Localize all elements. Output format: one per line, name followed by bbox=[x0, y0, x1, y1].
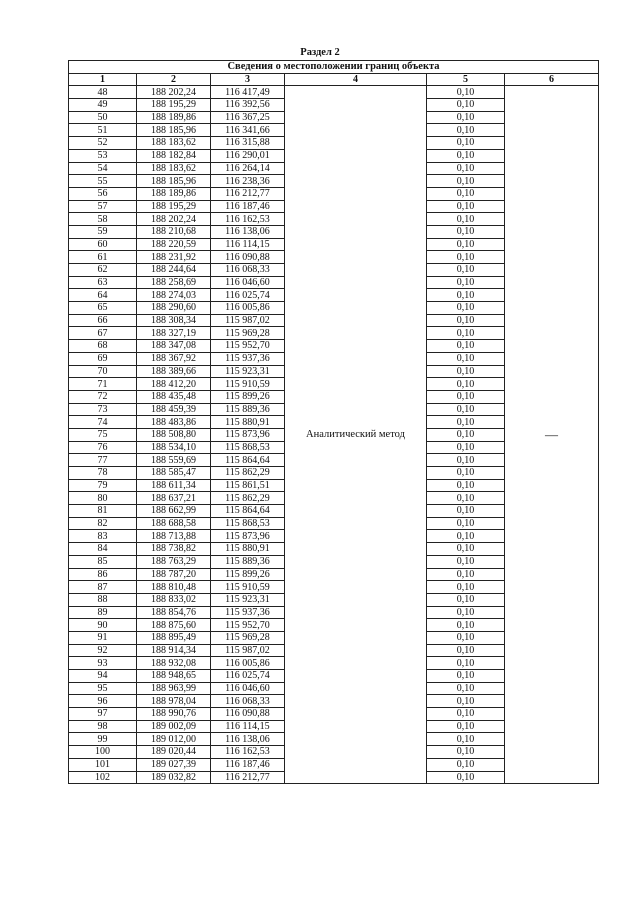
x-coordinate-cell: 188 195,29 bbox=[137, 99, 211, 112]
x-coordinate-cell: 188 534,10 bbox=[137, 441, 211, 454]
point-number-cell: 48 bbox=[69, 86, 137, 99]
y-coordinate-cell: 116 212,77 bbox=[211, 771, 285, 784]
x-coordinate-cell: 188 389,66 bbox=[137, 365, 211, 378]
y-coordinate-cell: 116 005,86 bbox=[211, 302, 285, 315]
point-number-cell: 102 bbox=[69, 771, 137, 784]
point-number-cell: 73 bbox=[69, 403, 137, 416]
y-coordinate-cell: 115 923,31 bbox=[211, 593, 285, 606]
y-coordinate-cell: 116 090,88 bbox=[211, 708, 285, 721]
y-coordinate-cell: 115 880,91 bbox=[211, 543, 285, 556]
point-number-cell: 71 bbox=[69, 378, 137, 391]
y-coordinate-cell: 116 367,25 bbox=[211, 111, 285, 124]
y-coordinate-cell: 116 315,88 bbox=[211, 137, 285, 150]
point-number-cell: 64 bbox=[69, 289, 137, 302]
accuracy-cell: 0,10 bbox=[427, 213, 505, 226]
x-coordinate-cell: 188 738,82 bbox=[137, 543, 211, 556]
point-number-cell: 98 bbox=[69, 720, 137, 733]
point-number-cell: 101 bbox=[69, 758, 137, 771]
x-coordinate-cell: 189 027,39 bbox=[137, 758, 211, 771]
x-coordinate-cell: 188 914,34 bbox=[137, 644, 211, 657]
point-number-cell: 69 bbox=[69, 352, 137, 365]
point-number-cell: 96 bbox=[69, 695, 137, 708]
accuracy-cell: 0,10 bbox=[427, 619, 505, 632]
y-coordinate-cell: 115 969,28 bbox=[211, 327, 285, 340]
x-coordinate-cell: 188 220,59 bbox=[137, 238, 211, 251]
y-coordinate-cell: 116 264,14 bbox=[211, 162, 285, 175]
x-coordinate-cell: 188 585,47 bbox=[137, 467, 211, 480]
accuracy-cell: 0,10 bbox=[427, 530, 505, 543]
y-coordinate-cell: 116 068,33 bbox=[211, 264, 285, 277]
x-coordinate-cell: 188 189,86 bbox=[137, 111, 211, 124]
x-coordinate-cell: 189 020,44 bbox=[137, 746, 211, 759]
x-coordinate-cell: 188 327,19 bbox=[137, 327, 211, 340]
point-number-cell: 77 bbox=[69, 454, 137, 467]
y-coordinate-cell: 116 238,36 bbox=[211, 175, 285, 188]
accuracy-cell: 0,10 bbox=[427, 314, 505, 327]
y-coordinate-cell: 115 880,91 bbox=[211, 416, 285, 429]
accuracy-cell: 0,10 bbox=[427, 264, 505, 277]
column-header-row bbox=[69, 73, 599, 86]
x-coordinate-cell: 188 662,99 bbox=[137, 505, 211, 518]
accuracy-cell: 0,10 bbox=[427, 175, 505, 188]
x-coordinate-cell: 188 483,86 bbox=[137, 416, 211, 429]
point-number-cell: 88 bbox=[69, 593, 137, 606]
point-number-cell: 90 bbox=[69, 619, 137, 632]
table-row bbox=[69, 86, 599, 99]
y-coordinate-cell: 115 864,64 bbox=[211, 505, 285, 518]
x-coordinate-cell: 188 559,69 bbox=[137, 454, 211, 467]
accuracy-cell: 0,10 bbox=[427, 771, 505, 784]
point-number-cell: 94 bbox=[69, 670, 137, 683]
y-coordinate-cell: 116 046,60 bbox=[211, 682, 285, 695]
accuracy-cell: 0,10 bbox=[427, 137, 505, 150]
column-header: 3 bbox=[211, 73, 285, 86]
x-coordinate-cell: 188 990,76 bbox=[137, 708, 211, 721]
x-coordinate-cell: 188 713,88 bbox=[137, 530, 211, 543]
point-number-cell: 49 bbox=[69, 99, 137, 112]
point-number-cell: 76 bbox=[69, 441, 137, 454]
y-coordinate-cell: 115 952,70 bbox=[211, 619, 285, 632]
x-coordinate-cell: 188 978,04 bbox=[137, 695, 211, 708]
y-coordinate-cell: 115 937,36 bbox=[211, 606, 285, 619]
x-coordinate-cell: 188 875,60 bbox=[137, 619, 211, 632]
point-number-cell: 61 bbox=[69, 251, 137, 264]
accuracy-cell: 0,10 bbox=[427, 251, 505, 264]
accuracy-cell: 0,10 bbox=[427, 416, 505, 429]
table-caption: Сведения о местоположении границ объекта bbox=[69, 61, 599, 74]
accuracy-cell: 0,10 bbox=[427, 670, 505, 683]
point-number-cell: 55 bbox=[69, 175, 137, 188]
y-coordinate-cell: 116 162,53 bbox=[211, 213, 285, 226]
point-number-cell: 68 bbox=[69, 340, 137, 353]
accuracy-cell: 0,10 bbox=[427, 187, 505, 200]
point-number-cell: 75 bbox=[69, 428, 137, 441]
x-coordinate-cell: 188 435,48 bbox=[137, 390, 211, 403]
y-coordinate-cell: 116 114,15 bbox=[211, 238, 285, 251]
x-coordinate-cell: 188 183,62 bbox=[137, 162, 211, 175]
accuracy-cell: 0,10 bbox=[427, 543, 505, 556]
point-number-cell: 93 bbox=[69, 657, 137, 670]
point-number-cell: 57 bbox=[69, 200, 137, 213]
table-caption-row bbox=[69, 61, 599, 74]
point-number-cell: 97 bbox=[69, 708, 137, 721]
accuracy-cell: 0,10 bbox=[427, 555, 505, 568]
accuracy-cell: 0,10 bbox=[427, 289, 505, 302]
y-coordinate-cell: 116 025,74 bbox=[211, 289, 285, 302]
x-coordinate-cell: 188 367,92 bbox=[137, 352, 211, 365]
y-coordinate-cell: 116 005,86 bbox=[211, 657, 285, 670]
accuracy-cell: 0,10 bbox=[427, 479, 505, 492]
accuracy-cell: 0,10 bbox=[427, 365, 505, 378]
y-coordinate-cell: 115 987,02 bbox=[211, 644, 285, 657]
x-coordinate-cell: 188 258,69 bbox=[137, 276, 211, 289]
accuracy-cell: 0,10 bbox=[427, 403, 505, 416]
x-coordinate-cell: 188 412,20 bbox=[137, 378, 211, 391]
point-number-cell: 74 bbox=[69, 416, 137, 429]
x-coordinate-cell: 188 231,92 bbox=[137, 251, 211, 264]
point-number-cell: 95 bbox=[69, 682, 137, 695]
point-number-cell: 67 bbox=[69, 327, 137, 340]
y-coordinate-cell: 116 187,46 bbox=[211, 758, 285, 771]
accuracy-cell: 0,10 bbox=[427, 124, 505, 137]
y-coordinate-cell: 115 987,02 bbox=[211, 314, 285, 327]
column-header: 5 bbox=[427, 73, 505, 86]
column-header: 2 bbox=[137, 73, 211, 86]
y-coordinate-cell: 115 969,28 bbox=[211, 631, 285, 644]
x-coordinate-cell: 188 854,76 bbox=[137, 606, 211, 619]
point-number-cell: 52 bbox=[69, 137, 137, 150]
y-coordinate-cell: 116 187,46 bbox=[211, 200, 285, 213]
point-number-cell: 84 bbox=[69, 543, 137, 556]
accuracy-cell: 0,10 bbox=[427, 746, 505, 759]
x-coordinate-cell: 188 763,29 bbox=[137, 555, 211, 568]
x-coordinate-cell: 188 963,99 bbox=[137, 682, 211, 695]
y-coordinate-cell: 115 873,96 bbox=[211, 530, 285, 543]
accuracy-cell: 0,10 bbox=[427, 517, 505, 530]
y-coordinate-cell: 116 138,06 bbox=[211, 225, 285, 238]
y-coordinate-cell: 115 899,26 bbox=[211, 568, 285, 581]
x-coordinate-cell: 188 182,84 bbox=[137, 149, 211, 162]
x-coordinate-cell: 189 032,82 bbox=[137, 771, 211, 784]
accuracy-cell: 0,10 bbox=[427, 720, 505, 733]
accuracy-cell: 0,10 bbox=[427, 441, 505, 454]
x-coordinate-cell: 188 183,62 bbox=[137, 137, 211, 150]
y-coordinate-cell: 115 868,53 bbox=[211, 441, 285, 454]
y-coordinate-cell: 115 873,96 bbox=[211, 428, 285, 441]
accuracy-cell: 0,10 bbox=[427, 162, 505, 175]
point-number-cell: 63 bbox=[69, 276, 137, 289]
y-coordinate-cell: 116 138,06 bbox=[211, 733, 285, 746]
point-number-cell: 86 bbox=[69, 568, 137, 581]
y-coordinate-cell: 115 864,64 bbox=[211, 454, 285, 467]
point-number-cell: 65 bbox=[69, 302, 137, 315]
point-number-cell: 59 bbox=[69, 225, 137, 238]
point-number-cell: 81 bbox=[69, 505, 137, 518]
point-number-cell: 56 bbox=[69, 187, 137, 200]
column-header: 1 bbox=[69, 73, 137, 86]
y-coordinate-cell: 116 341,66 bbox=[211, 124, 285, 137]
point-number-cell: 80 bbox=[69, 492, 137, 505]
accuracy-cell: 0,10 bbox=[427, 378, 505, 391]
accuracy-cell: 0,10 bbox=[427, 340, 505, 353]
accuracy-cell: 0,10 bbox=[427, 302, 505, 315]
x-coordinate-cell: 188 611,34 bbox=[137, 479, 211, 492]
y-coordinate-cell: 115 889,36 bbox=[211, 403, 285, 416]
x-coordinate-cell: 188 202,24 bbox=[137, 86, 211, 99]
accuracy-cell: 0,10 bbox=[427, 644, 505, 657]
point-number-cell: 100 bbox=[69, 746, 137, 759]
accuracy-cell: 0,10 bbox=[427, 581, 505, 594]
accuracy-cell: 0,10 bbox=[427, 200, 505, 213]
point-number-cell: 89 bbox=[69, 606, 137, 619]
column-header: 6 bbox=[505, 73, 599, 86]
x-coordinate-cell: 188 787,20 bbox=[137, 568, 211, 581]
point-number-cell: 70 bbox=[69, 365, 137, 378]
point-number-cell: 83 bbox=[69, 530, 137, 543]
y-coordinate-cell: 115 910,59 bbox=[211, 378, 285, 391]
x-coordinate-cell: 188 308,34 bbox=[137, 314, 211, 327]
accuracy-cell: 0,10 bbox=[427, 327, 505, 340]
x-coordinate-cell: 188 508,80 bbox=[137, 428, 211, 441]
point-number-cell: 87 bbox=[69, 581, 137, 594]
point-number-cell: 99 bbox=[69, 733, 137, 746]
point-number-cell: 50 bbox=[69, 111, 137, 124]
point-number-cell: 62 bbox=[69, 264, 137, 277]
y-coordinate-cell: 115 923,31 bbox=[211, 365, 285, 378]
accuracy-cell: 0,10 bbox=[427, 467, 505, 480]
method-cell: Аналитический метод bbox=[285, 86, 427, 784]
y-coordinate-cell: 116 290,01 bbox=[211, 149, 285, 162]
accuracy-cell: 0,10 bbox=[427, 99, 505, 112]
y-coordinate-cell: 116 068,33 bbox=[211, 695, 285, 708]
point-number-cell: 91 bbox=[69, 631, 137, 644]
x-coordinate-cell: 188 895,49 bbox=[137, 631, 211, 644]
section-title: Раздел 2 bbox=[300, 47, 340, 58]
x-coordinate-cell: 188 347,08 bbox=[137, 340, 211, 353]
x-coordinate-cell: 188 948,65 bbox=[137, 670, 211, 683]
accuracy-cell: 0,10 bbox=[427, 276, 505, 289]
accuracy-cell: 0,10 bbox=[427, 606, 505, 619]
point-number-cell: 60 bbox=[69, 238, 137, 251]
accuracy-cell: 0,10 bbox=[427, 505, 505, 518]
x-coordinate-cell: 189 002,09 bbox=[137, 720, 211, 733]
point-number-cell: 66 bbox=[69, 314, 137, 327]
x-coordinate-cell: 188 810,48 bbox=[137, 581, 211, 594]
x-coordinate-cell: 188 688,58 bbox=[137, 517, 211, 530]
x-coordinate-cell: 188 185,96 bbox=[137, 124, 211, 137]
accuracy-cell: 0,10 bbox=[427, 149, 505, 162]
column-header: 4 bbox=[285, 73, 427, 86]
y-coordinate-cell: 115 910,59 bbox=[211, 581, 285, 594]
y-coordinate-cell: 115 862,29 bbox=[211, 467, 285, 480]
x-coordinate-cell: 188 202,24 bbox=[137, 213, 211, 226]
accuracy-cell: 0,10 bbox=[427, 758, 505, 771]
x-coordinate-cell: 188 637,21 bbox=[137, 492, 211, 505]
y-coordinate-cell: 115 899,26 bbox=[211, 390, 285, 403]
y-coordinate-cell: 116 392,56 bbox=[211, 99, 285, 112]
accuracy-cell: 0,10 bbox=[427, 631, 505, 644]
x-coordinate-cell: 188 189,86 bbox=[137, 187, 211, 200]
x-coordinate-cell: 188 274,03 bbox=[137, 289, 211, 302]
accuracy-cell: 0,10 bbox=[427, 111, 505, 124]
accuracy-cell: 0,10 bbox=[427, 708, 505, 721]
accuracy-cell: 0,10 bbox=[427, 695, 505, 708]
accuracy-cell: 0,10 bbox=[427, 238, 505, 251]
x-coordinate-cell: 188 833,02 bbox=[137, 593, 211, 606]
accuracy-cell: 0,10 bbox=[427, 492, 505, 505]
accuracy-cell: 0,10 bbox=[427, 390, 505, 403]
point-number-cell: 53 bbox=[69, 149, 137, 162]
point-number-cell: 92 bbox=[69, 644, 137, 657]
y-coordinate-cell: 116 417,49 bbox=[211, 86, 285, 99]
accuracy-cell: 0,10 bbox=[427, 352, 505, 365]
point-number-cell: 82 bbox=[69, 517, 137, 530]
point-number-cell: 58 bbox=[69, 213, 137, 226]
x-coordinate-cell: 188 185,96 bbox=[137, 175, 211, 188]
y-coordinate-cell: 115 952,70 bbox=[211, 340, 285, 353]
accuracy-cell: 0,10 bbox=[427, 428, 505, 441]
y-coordinate-cell: 116 046,60 bbox=[211, 276, 285, 289]
accuracy-cell: 0,10 bbox=[427, 225, 505, 238]
accuracy-cell: 0,10 bbox=[427, 657, 505, 670]
accuracy-cell: 0,10 bbox=[427, 86, 505, 99]
accuracy-cell: 0,10 bbox=[427, 593, 505, 606]
boundary-coordinates-table bbox=[68, 60, 599, 784]
y-coordinate-cell: 115 937,36 bbox=[211, 352, 285, 365]
point-number-cell: 51 bbox=[69, 124, 137, 137]
accuracy-cell: 0,10 bbox=[427, 733, 505, 746]
y-coordinate-cell: 116 114,15 bbox=[211, 720, 285, 733]
x-coordinate-cell: 189 012,00 bbox=[137, 733, 211, 746]
y-coordinate-cell: 116 162,53 bbox=[211, 746, 285, 759]
column6-cell: — bbox=[505, 86, 599, 784]
point-number-cell: 79 bbox=[69, 479, 137, 492]
x-coordinate-cell: 188 290,60 bbox=[137, 302, 211, 315]
y-coordinate-cell: 115 868,53 bbox=[211, 517, 285, 530]
point-number-cell: 72 bbox=[69, 390, 137, 403]
accuracy-cell: 0,10 bbox=[427, 454, 505, 467]
point-number-cell: 54 bbox=[69, 162, 137, 175]
y-coordinate-cell: 116 090,88 bbox=[211, 251, 285, 264]
y-coordinate-cell: 116 025,74 bbox=[211, 670, 285, 683]
y-coordinate-cell: 115 889,36 bbox=[211, 555, 285, 568]
accuracy-cell: 0,10 bbox=[427, 568, 505, 581]
point-number-cell: 85 bbox=[69, 555, 137, 568]
y-coordinate-cell: 115 862,29 bbox=[211, 492, 285, 505]
accuracy-cell: 0,10 bbox=[427, 682, 505, 695]
x-coordinate-cell: 188 195,29 bbox=[137, 200, 211, 213]
point-number-cell: 78 bbox=[69, 467, 137, 480]
y-coordinate-cell: 115 861,51 bbox=[211, 479, 285, 492]
x-coordinate-cell: 188 244,64 bbox=[137, 264, 211, 277]
table-body bbox=[69, 86, 599, 784]
y-coordinate-cell: 116 212,77 bbox=[211, 187, 285, 200]
x-coordinate-cell: 188 459,39 bbox=[137, 403, 211, 416]
x-coordinate-cell: 188 932,08 bbox=[137, 657, 211, 670]
x-coordinate-cell: 188 210,68 bbox=[137, 225, 211, 238]
